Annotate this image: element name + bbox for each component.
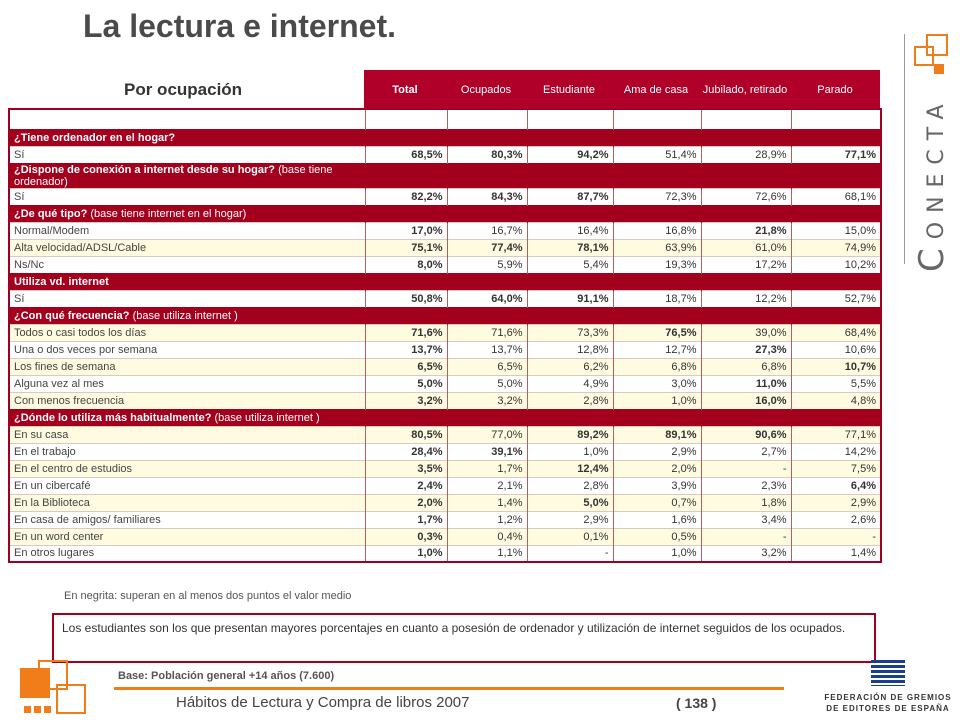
cell-estudiante: 12,8% bbox=[527, 341, 613, 358]
cell-ocupados: 5,9% bbox=[447, 256, 527, 273]
cell-parado: 10,7% bbox=[791, 358, 881, 375]
cell-total: 28,4% bbox=[365, 443, 447, 460]
cell-parado: 74,9% bbox=[791, 239, 881, 256]
cell-ocupados: 1,7% bbox=[447, 460, 527, 477]
table-row bbox=[9, 426, 881, 443]
cell-estudiante: 2,8% bbox=[527, 392, 613, 409]
cell-total: 2,0% bbox=[365, 494, 447, 511]
conecta-logo-text bbox=[912, 95, 952, 272]
cell-ama-de-casa: 6,8% bbox=[613, 358, 701, 375]
cell-estudiante: 6,2% bbox=[527, 358, 613, 375]
cell-jubilado-retirado: - bbox=[701, 460, 791, 477]
row-label: Alta velocidad/ADSL/Cable bbox=[9, 239, 365, 256]
row-label: En la Biblioteca bbox=[9, 494, 365, 511]
row-label: Sí bbox=[9, 146, 365, 163]
cell-ocupados: 77,4% bbox=[447, 239, 527, 256]
cell-parado: 15,0% bbox=[791, 222, 881, 239]
cell-parado: 10,2% bbox=[791, 256, 881, 273]
brand-square-icon bbox=[934, 64, 944, 74]
cell-estudiante: 2,8% bbox=[527, 477, 613, 494]
cell-total: 5,0% bbox=[365, 375, 447, 392]
cell-total: 2,4% bbox=[365, 477, 447, 494]
section-header-row bbox=[9, 273, 881, 290]
bold-note: En negrita: superan en al menos dos puntos el valor medio bbox=[64, 590, 352, 602]
table-row bbox=[9, 341, 881, 358]
data-table bbox=[8, 108, 882, 563]
cell-total: 13,7% bbox=[365, 341, 447, 358]
cell-ama-de-casa: 72,3% bbox=[613, 188, 701, 205]
table-row bbox=[9, 545, 881, 562]
cell-estudiante: 2,9% bbox=[527, 511, 613, 528]
cell-ama-de-casa: 1,6% bbox=[613, 511, 701, 528]
cell-ama-de-casa: 19,3% bbox=[613, 256, 701, 273]
federation-emblem-icon bbox=[871, 660, 905, 686]
cell-ama-de-casa: 1,0% bbox=[613, 392, 701, 409]
cell-ocupados: 16,7% bbox=[447, 222, 527, 239]
section-label: ¿Tiene ordenador en el hogar? bbox=[9, 129, 365, 146]
cell-parado: 4,8% bbox=[791, 392, 881, 409]
table-row bbox=[9, 239, 881, 256]
column-header-ocupados: Ocupados bbox=[446, 70, 526, 110]
cell-total: 17,0% bbox=[365, 222, 447, 239]
column-header-ama-de-casa: Ama de casa bbox=[612, 70, 700, 110]
cell-total: 6,5% bbox=[365, 358, 447, 375]
footer-divider bbox=[114, 687, 784, 690]
federation-name: FEDERACIÓN DE GREMIOS DE EDITORES DE ESPAÑA bbox=[824, 693, 952, 713]
cell-jubilado-retirado: 90,6% bbox=[701, 426, 791, 443]
cell-ocupados: 39,1% bbox=[447, 443, 527, 460]
section-label: ¿Dispone de conexión a internet desde su hogar? (base tiene ordenador) bbox=[9, 163, 365, 188]
cell-parado: 5,5% bbox=[791, 375, 881, 392]
row-label: En su casa bbox=[9, 426, 365, 443]
cell-jubilado-retirado: 17,2% bbox=[701, 256, 791, 273]
cell-ama-de-casa: 1,0% bbox=[613, 545, 701, 562]
row-label: Todos o casi todos los días bbox=[9, 324, 365, 341]
row-label: En el trabajo bbox=[9, 443, 365, 460]
summary-box: Los estudiantes son los que presentan mayores porcentajes en cuanto a posesión de ordenador y utilización de internet seguidos de los ocupados. bbox=[52, 613, 876, 663]
cell-ocupados: 5,0% bbox=[447, 375, 527, 392]
brand-rest: ONECTA bbox=[924, 95, 949, 240]
table-row bbox=[9, 324, 881, 341]
cell-jubilado-retirado: 27,3% bbox=[701, 341, 791, 358]
column-header-parado: Parado bbox=[790, 70, 880, 110]
cell-jubilado-retirado: 28,9% bbox=[701, 146, 791, 163]
cell-ama-de-casa: 2,0% bbox=[613, 460, 701, 477]
cell-jubilado-retirado: 2,7% bbox=[701, 443, 791, 460]
cell-jubilado-retirado: 21,8% bbox=[701, 222, 791, 239]
cell-parado: 2,6% bbox=[791, 511, 881, 528]
cell-ocupados: 6,5% bbox=[447, 358, 527, 375]
cell-ocupados: 64,0% bbox=[447, 290, 527, 307]
section-header-row bbox=[9, 205, 881, 222]
section-label: ¿Con qué frecuencia? (base utiliza internet ) bbox=[9, 307, 365, 324]
section-header-row bbox=[9, 163, 881, 188]
table-row bbox=[9, 477, 881, 494]
base-note: Base: Población general +14 años (7.600) bbox=[118, 670, 335, 682]
cell-estudiante: 78,1% bbox=[527, 239, 613, 256]
orange-squares-logo bbox=[20, 660, 90, 718]
cell-total: 50,8% bbox=[365, 290, 447, 307]
row-label: En un cibercafé bbox=[9, 477, 365, 494]
footer-title: Hábitos de Lectura y Compra de libros 2007 bbox=[176, 694, 470, 711]
cell-estudiante: 91,1% bbox=[527, 290, 613, 307]
cell-jubilado-retirado: - bbox=[701, 528, 791, 545]
cell-estudiante: 1,0% bbox=[527, 443, 613, 460]
spacer-row bbox=[9, 109, 881, 129]
row-label: Sí bbox=[9, 188, 365, 205]
cell-jubilado-retirado: 2,3% bbox=[701, 477, 791, 494]
cell-estudiante: - bbox=[527, 545, 613, 562]
cell-jubilado-retirado: 61,0% bbox=[701, 239, 791, 256]
row-label: En el centro de estudios bbox=[9, 460, 365, 477]
cell-total: 1,7% bbox=[365, 511, 447, 528]
cell-parado: 68,4% bbox=[791, 324, 881, 341]
cell-parado: 77,1% bbox=[791, 426, 881, 443]
table-row bbox=[9, 443, 881, 460]
cell-estudiante: 73,3% bbox=[527, 324, 613, 341]
cell-parado: 10,6% bbox=[791, 341, 881, 358]
cell-ocupados: 71,6% bbox=[447, 324, 527, 341]
cell-ocupados: 3,2% bbox=[447, 392, 527, 409]
column-header-estudiante: Estudiante bbox=[526, 70, 612, 110]
cell-parado: 68,1% bbox=[791, 188, 881, 205]
cell-estudiante: 5,0% bbox=[527, 494, 613, 511]
cell-parado: 7,5% bbox=[791, 460, 881, 477]
cell-ocupados: 1,4% bbox=[447, 494, 527, 511]
cell-parado: 2,9% bbox=[791, 494, 881, 511]
row-label: En un word center bbox=[9, 528, 365, 545]
cell-ama-de-casa: 76,5% bbox=[613, 324, 701, 341]
cell-ama-de-casa: 0,7% bbox=[613, 494, 701, 511]
column-header-total: Total bbox=[364, 70, 446, 110]
cell-jubilado-retirado: 16,0% bbox=[701, 392, 791, 409]
row-label: Los fines de semana bbox=[9, 358, 365, 375]
row-label: Ns/Nc bbox=[9, 256, 365, 273]
row-label: Normal/Modem bbox=[9, 222, 365, 239]
cell-jubilado-retirado: 3,2% bbox=[701, 545, 791, 562]
page-title: La lectura e internet. bbox=[83, 8, 396, 44]
table-row bbox=[9, 494, 881, 511]
table-row bbox=[9, 188, 881, 205]
cell-ocupados: 84,3% bbox=[447, 188, 527, 205]
cell-parado: 52,7% bbox=[791, 290, 881, 307]
cell-ama-de-casa: 2,9% bbox=[613, 443, 701, 460]
cell-estudiante: 5,4% bbox=[527, 256, 613, 273]
cell-total: 1,0% bbox=[365, 545, 447, 562]
cell-estudiante: 0,1% bbox=[527, 528, 613, 545]
table-row bbox=[9, 460, 881, 477]
cell-jubilado-retirado: 3,4% bbox=[701, 511, 791, 528]
cell-ama-de-casa: 63,9% bbox=[613, 239, 701, 256]
table-header bbox=[8, 70, 880, 110]
cell-ama-de-casa: 12,7% bbox=[613, 341, 701, 358]
column-header-jubilado: Jubilado, retirado bbox=[700, 70, 790, 110]
brand-square-icon bbox=[914, 46, 934, 66]
cell-total: 71,6% bbox=[365, 324, 447, 341]
brand-divider bbox=[904, 34, 905, 264]
row-label: Con menos frecuencia bbox=[9, 392, 365, 409]
cell-estudiante: 12,4% bbox=[527, 460, 613, 477]
cell-total: 3,5% bbox=[365, 460, 447, 477]
cell-estudiante: 16,4% bbox=[527, 222, 613, 239]
federation-logo bbox=[820, 660, 956, 718]
cell-ama-de-casa: 18,7% bbox=[613, 290, 701, 307]
table-row bbox=[9, 392, 881, 409]
row-label: Una o dos veces por semana bbox=[9, 341, 365, 358]
cell-estudiante: 89,2% bbox=[527, 426, 613, 443]
row-label: Alguna vez al mes bbox=[9, 375, 365, 392]
cell-estudiante: 87,7% bbox=[527, 188, 613, 205]
cell-total: 68,5% bbox=[365, 146, 447, 163]
cell-ama-de-casa: 16,8% bbox=[613, 222, 701, 239]
section-header-row bbox=[9, 307, 881, 324]
table-row bbox=[9, 256, 881, 273]
table-row bbox=[9, 222, 881, 239]
cell-parado: 77,1% bbox=[791, 146, 881, 163]
cell-parado: 14,2% bbox=[791, 443, 881, 460]
cell-ama-de-casa: 89,1% bbox=[613, 426, 701, 443]
cell-total: 3,2% bbox=[365, 392, 447, 409]
cell-ocupados: 80,3% bbox=[447, 146, 527, 163]
cell-ama-de-casa: 51,4% bbox=[613, 146, 701, 163]
cell-jubilado-retirado: 1,8% bbox=[701, 494, 791, 511]
cell-ama-de-casa: 3,9% bbox=[613, 477, 701, 494]
table-row bbox=[9, 290, 881, 307]
row-label: En otros lugares bbox=[9, 545, 365, 562]
cell-parado: - bbox=[791, 528, 881, 545]
section-label: ¿Dónde lo utiliza más habitualmente? (base utiliza internet ) bbox=[9, 409, 365, 426]
cell-total: 8,0% bbox=[365, 256, 447, 273]
row-label: Sí bbox=[9, 290, 365, 307]
table-row bbox=[9, 146, 881, 163]
cell-ama-de-casa: 0,5% bbox=[613, 528, 701, 545]
cell-ocupados: 1,1% bbox=[447, 545, 527, 562]
cell-ocupados: 13,7% bbox=[447, 341, 527, 358]
row-label: En casa de amigos/ familiares bbox=[9, 511, 365, 528]
cell-total: 0,3% bbox=[365, 528, 447, 545]
cell-total: 80,5% bbox=[365, 426, 447, 443]
cell-ocupados: 77,0% bbox=[447, 426, 527, 443]
section-label: ¿De qué tipo? (base tiene internet en el hogar) bbox=[9, 205, 365, 222]
cell-ocupados: 1,2% bbox=[447, 511, 527, 528]
cell-jubilado-retirado: 11,0% bbox=[701, 375, 791, 392]
section-header-row bbox=[9, 409, 881, 426]
section-header-row bbox=[9, 129, 881, 146]
brand-initial: C bbox=[912, 239, 952, 272]
table-row bbox=[9, 375, 881, 392]
cell-ocupados: 2,1% bbox=[447, 477, 527, 494]
cell-total: 75,1% bbox=[365, 239, 447, 256]
cell-ama-de-casa: 3,0% bbox=[613, 375, 701, 392]
cell-parado: 1,4% bbox=[791, 545, 881, 562]
page-number: ( 138 ) bbox=[676, 695, 717, 711]
cell-ocupados: 0,4% bbox=[447, 528, 527, 545]
table-row bbox=[9, 358, 881, 375]
cell-parado: 6,4% bbox=[791, 477, 881, 494]
table-row bbox=[9, 511, 881, 528]
cell-total: 82,2% bbox=[365, 188, 447, 205]
section-label: Utiliza vd. internet bbox=[9, 273, 365, 290]
cell-jubilado-retirado: 6,8% bbox=[701, 358, 791, 375]
cell-jubilado-retirado: 39,0% bbox=[701, 324, 791, 341]
table-row bbox=[9, 528, 881, 545]
cell-estudiante: 94,2% bbox=[527, 146, 613, 163]
cell-jubilado-retirado: 12,2% bbox=[701, 290, 791, 307]
cell-estudiante: 4,9% bbox=[527, 375, 613, 392]
table-subtitle: Por ocupación bbox=[124, 80, 243, 99]
cell-jubilado-retirado: 72,6% bbox=[701, 188, 791, 205]
